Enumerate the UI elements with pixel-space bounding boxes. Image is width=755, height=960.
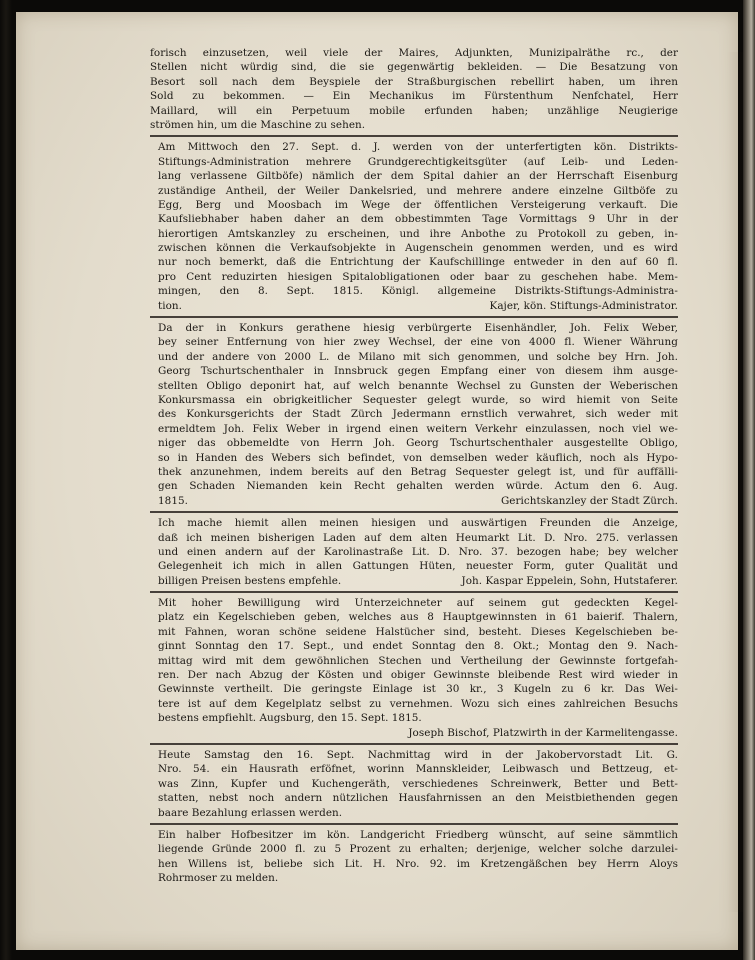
text-line: zuständige Antheil, der Weiler Dankelsried, und mehrere andere einzelne Giltböfe zu — [158, 184, 678, 197]
text-line: Besort soll nach dem Beyspiele der Straßburgischen rebellirt haben, um ihren — [150, 75, 678, 88]
text-line: bestens empfiehlt. Augsburg, den 15. Sept. 1815. — [158, 712, 422, 725]
text-line: Stiftungs-Administration mehrere Grundgerechtigkeitsgüter (auf Leib- und Leden- — [158, 155, 678, 168]
text-line: Am Mittwoch den 27. Sept. d. J. werden von der unterfertigten kön. Distrikts- — [158, 141, 678, 154]
text-line: des Konkursgerichts der Stadt Zürch Jedermann ernstlich verwahret, sich weder mit — [158, 408, 678, 421]
text-line: Ich mache hiemit allen meinen hiesigen und auswärtigen Freunden die Anzeige, — [158, 517, 678, 530]
text-line: pro Cent reduzirten hiesigen Spitalobligationen oder baar zu geschehen habe. Mem- — [158, 270, 678, 283]
text-line: nur noch bemerkt, daß die Entrichtung der Kaufschillinge entweder in den auf 60 fl. — [158, 256, 678, 269]
text-line: stellten Obligo deponirt hat, auf welch benannte Wechsel zu Gunsten der Weberischen — [158, 379, 678, 392]
text-line: liegende Gründe 2000 fl. zu 5 Prozent zu erhalten; derjenige, welcher solche darzulei- — [158, 843, 678, 856]
page-text — [150, 46, 678, 885]
notice-loan-request — [150, 828, 678, 886]
text-line: strömen hin, um die Maschine zu sehen. — [150, 118, 366, 131]
section-divider — [150, 591, 678, 593]
notice-hat-shop — [150, 516, 678, 588]
signature-left: tion. — [158, 299, 182, 312]
text-line: daß ich meinen bisherigen Laden auf dem alten Heumarkt Lit. D. Nro. 275. verlassen — [158, 531, 678, 544]
text-line: Sold zu bekommen. — Ein Mechanikus im Fürstenthum Nenfchatel, Herr — [150, 90, 678, 103]
text-line: mingen, den 8. Sept. 1815. Königl. allgemeine Distrikts-Stiftungs-Administra- — [158, 285, 678, 298]
text-line: Gewinnste vertheilt. Die geringste Einlage ist 30 kr., 3 Kugeln zu 6 kr. Das Wei- — [158, 683, 678, 696]
text-line: forisch einzusetzen, weil viele der Maires, Adjunkten, Munizipalräthe rc., der — [150, 47, 678, 59]
notice-household-sale — [150, 748, 678, 820]
text-line: mittag wird mit dem gewöhnlichen Stechen und Vertheilung der Gewinnste fortgefah- — [158, 654, 678, 667]
text-line: gen Schaden Niemanden kein Recht gehalten werden würde. Actum den 6. Aug. — [158, 480, 678, 493]
text-line: Georg Tschurtschenthaler in Innsbruck gegen Empfang einer von diesem ihm ausge- — [158, 365, 678, 378]
text-line: ermeldtem Joh. Felix Weber in irgend einen weitern Verkehr einzulassen, noch viel we- — [158, 422, 678, 435]
signature-line — [158, 574, 678, 588]
section-divider — [150, 743, 678, 745]
notice-auction — [150, 140, 678, 313]
text-line: Heute Samstag den 16. Sept. Nachmittag wird in der Jakobervorstadt Lit. G. — [158, 748, 678, 761]
text-line: Ein halber Hofbesitzer im kön. Landgericht Friedberg wünscht, auf seine sämmtlich — [158, 828, 678, 841]
section-divider — [150, 511, 678, 513]
text-line: platz ein Kegelschieben geben, welches aus 8 Hauptgewinnsten in 61 baierif. Thalern, — [158, 611, 678, 624]
section-divider — [150, 823, 678, 825]
text-line: Maillard, will ein Perpetuum mobile erfunden haben; unzählige Neugierige — [150, 104, 678, 117]
text-line: lang verlassene Giltböfe) nämlich der dem Spital dahier an der Herrschaft Eisenburg — [158, 170, 678, 183]
notice-bankruptcy — [150, 321, 678, 508]
signature-right: Gerichtskanzley der Stadt Zürch. — [500, 494, 678, 507]
signature-left: billigen Preisen bestens empfehle. — [158, 574, 342, 587]
text-line: ren. Der nach Abzug der Kösten und obiger Gewinnste bleibende Rest wird wieder in — [158, 669, 678, 682]
news-paragraph — [150, 46, 678, 132]
text-line: Nro. 54. ein Hausrath erföfnet, worinn Mannskleider, Leibwasch und Bettzeug, et- — [158, 763, 678, 776]
text-line: und der andere von 2000 L. de Milano mit sich genommen, und solche bey Hrn. Joh. — [158, 350, 678, 363]
text-line: Stellen nicht würdig sind, die sie gegenwärtig bekleiden. — Die Besatzung von — [150, 61, 678, 74]
text-line: Da der in Konkurs gerathene hiesig verbürgerte Eisenhändler, Joh. Felix Weber, — [158, 322, 678, 335]
text-line: bey seiner Entfernung von hier zwey Wechsel, der eine von 4000 fl. Wiener Währung — [158, 336, 678, 349]
text-line: und einen andern auf der Karolinastraße Lit. D. Nro. 37. bezogen habe; bey welcher — [158, 545, 678, 558]
text-line: ginnt Sonntag den 17. Sept., und endet Sonntag den 8. Okt.; Montag den 9. Nach- — [158, 640, 678, 653]
text-line: Konkursmassa ein obrigkeitlicher Sequester gelegt wurde, so wird hiemit von Seite — [158, 393, 678, 406]
text-line: so in Handen des Webers sich befindet, von demselben weder käuflich, noch als Hypo- — [158, 451, 678, 464]
signature-right: Joh. Kaspar Eppelein, Sohn, Hutstaferer. — [461, 574, 678, 587]
signature-right: Kajer, kön. Stiftungs-Administrator. — [489, 299, 678, 312]
text-line: mit Fahnen, woran schöne seidene Halstücher sind, besteht. Dieses Kegelschieben be- — [158, 625, 678, 638]
text-line: baare Bezahlung erlassen werden. — [158, 806, 343, 819]
signature-line: Joseph Bischof, Platzwirth in der Karmelitengasse. — [408, 726, 678, 739]
section-divider — [150, 316, 678, 318]
text-line: Kaufsliebhaber haben daher an dem obbestimmten Tage Vormittags 9 Uhr in der — [158, 213, 678, 226]
text-line: hen Willens ist, beliebe sich Lit. H. Nro. 92. im Kretzengäßchen bey Herrn Aloys — [158, 857, 678, 870]
text-line: Egg, Berg und Moosbach im Wege der öffentlichen Versteigerung verkauft. Die — [158, 198, 678, 211]
text-line: tere ist auf dem Kegelplatz selbst zu vernehmen. Wozu sich eines zahlreichen Besuchs — [158, 697, 678, 710]
text-line: zwischen können die Verkaufsobjekte in Augenschein genommen werden, und es wird — [158, 242, 678, 255]
text-line: Rohrmoser zu melden. — [158, 872, 279, 885]
signature-line — [158, 299, 678, 313]
section-divider — [150, 135, 678, 137]
notice-skittles — [150, 596, 678, 740]
text-line: thek anzunehmen, indem bereits auf den Betrag Sequester gelegt ist, und für auffälli- — [158, 465, 678, 478]
text-line: was Zinn, Kupfer und Kuchengeräth, verschiedenes Schreinwerk, Better und Bett- — [158, 777, 678, 790]
text-line: niger das obbemeldte von Herrn Joh. Georg Tschurtschenthaler ausgestellte Obligo, — [158, 437, 678, 450]
text-line: Mit hoher Bewilligung wird Unterzeichneter auf seinem gut gedeckten Kegel- — [158, 597, 678, 610]
signature-line — [158, 494, 678, 508]
text-line: statten, nebst noch andern nützlichen Hausfahrnissen an den Meistbiethenden gegen — [158, 792, 678, 805]
text-line: hierortigen Amtskanzley zu erscheinen, und ihre Anbothe zu Protokoll zu geben, in- — [158, 227, 678, 240]
signature-left: 1815. — [158, 494, 188, 507]
page-edge — [743, 0, 755, 960]
text-line: Gelegenheit ich mich in allen Gattungen Hüten, neuester Form, guter Qualität und — [158, 560, 678, 573]
